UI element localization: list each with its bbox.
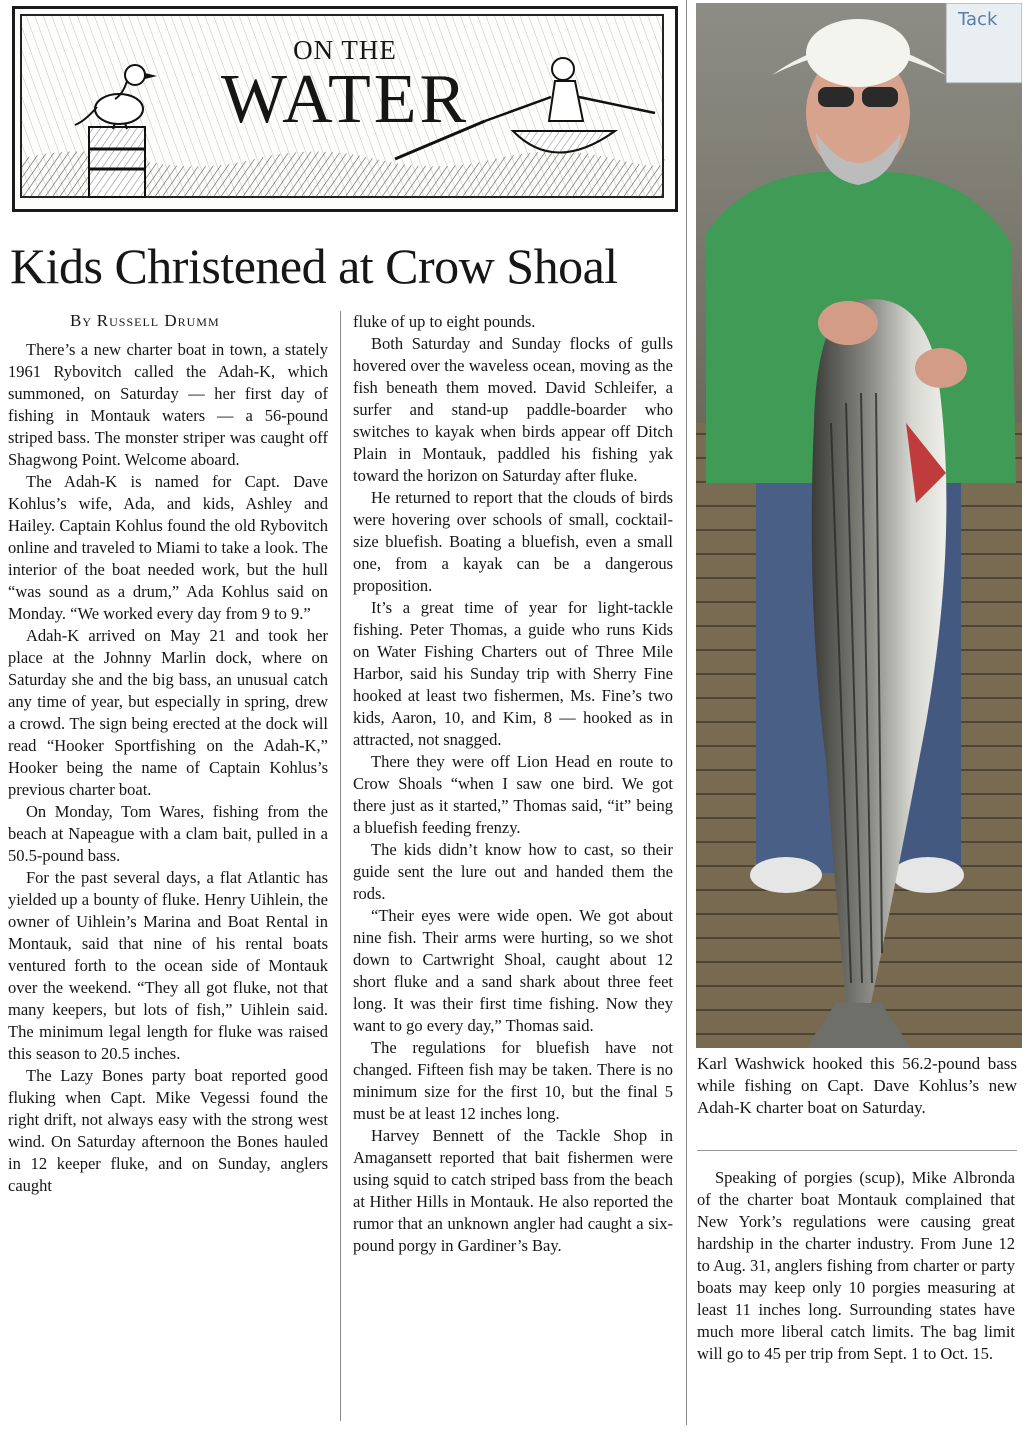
paragraph: Both Saturday and Sunday flocks of gulls hovered over the waveless ocean, moving as the fish beneath them moved. David Schleifer, a surfer and stand-up paddle-boarder who switches to kayak when birds appear off Ditch Plain in Montauk, paddled his fishing yak toward the horizon on Saturday after fluke.: [353, 334, 673, 485]
paragraph: There’s a new charter boat in town, a stately 1961 Rybovitch called the Adah-K, which summoned, on Saturday — her first day of fishing in Montauk waters — a 56-pound striped bass. The monster striper was caught off Shagwong Point. Welcome aboard.: [8, 340, 328, 469]
paragraph: Harvey Bennett of the Tackle Shop in Amagansett reported that bait fishermen were using squid to catch striped bass from the beach at Hither Hills in Montauk. He also reported the rumor that an unknown angler had caught a six-pound porgy in Gardiner’s Bay.: [353, 1126, 673, 1255]
paragraph: There they were off Lion Head en route to Crow Shoals “when I saw one bird. We got there just as it started,” Thomas said, “it” being a bluefish feeding frenzy.: [353, 752, 673, 837]
column-rule: [686, 0, 687, 1425]
paragraph: For the past several days, a flat Atlantic has yielded up a bounty of fluke. Henry Uihlein, the owner of Uihlein’s Marina and Boat Rental in Montauk, said that nine of his rental boats ventured forth to the ocean side of Montauk over the weekend. “They all got fluke, not that many keepers, but lots of fish,” Uihlein said. The minimum legal length for fluke was raised this season to 20.5 inches.: [8, 868, 328, 1063]
banner-water: WATER: [220, 61, 470, 138]
paragraph: Speaking of porgies (scup), Mike Albronda of the charter boat Montauk complained that New York’s regulations were causing great hardship in the charter industry. From June 12 to Aug. 31, anglers fishing from charter or party boats may keep only 10 porgies measuring at least 11 inches long. Surrounding states have much more liberal catch limits. The bag limit will go to 45 per trip from Sept. 1 to Oct. 15.: [697, 1168, 1015, 1363]
paragraph: The Adah-K is named for Capt. Dave Kohlus’s wife, Ada, and kids, Ashley and Hailey. Captain Kohlus found the old Rybovitch online and traveled to Miami to take a look. The interior of the boat needed work, but the hull “was sound as a drum,” Ada Kohlus said on Monday. “We worked every day from 9 to 9.”: [8, 472, 328, 623]
fish-photo: [696, 3, 1022, 1048]
byline-prefix: By: [70, 311, 93, 330]
angler-with-striped-bass-photo: [696, 3, 1022, 1048]
sign-text: Tack: [958, 9, 998, 30]
paragraph: He returned to report that the clouds of birds were hovering over schools of small, cocktail-size bluefish. Boating a bluefish, even a small one, from a kayak can be a dangerous proposition.: [353, 488, 673, 595]
byline-author: Russell Drumm: [96, 311, 220, 330]
paragraph: It’s a great time of year for light-tackle fishing. Peter Thomas, a guide who runs Kids on Water Fishing Charters out of Three Mile Harbor, said his Sunday trip with Sherry Fine hooked at least two fishermen, Ms. Fine’s two kids, Aaron, 10, and Kim, 8 — hooked as in attracted, not snagged.: [353, 598, 673, 749]
paragraph: On Monday, Tom Wares, fishing from the beach at Napeague with a clam bait, pulled in a 50.5-pound bass.: [8, 802, 328, 865]
paragraph: The Lazy Bones party boat reported good fluking when Capt. Mike Vegessi found the right drift, not always easy with the strong west wind. On Saturday afternoon the Bones hauled in 12 keeper fluke, and on Sunday, anglers caught: [8, 1066, 328, 1195]
paragraph: Adah-K arrived on May 21 and took her place at the Johnny Marlin dock, where on Saturday she and the big bass, an unusual catch any time of year, but especially in spring, drew a crowd. The sign being erected at the dock will read “Hooker Sportfishing on the Adah-K,” Hooker being the name of Captain Kohlus’s previous charter boat.: [8, 626, 328, 799]
paragraph: The regulations for bluefish have not changed. Fifteen fish may be taken. There is no minimum size for the first 10, but the final 5 must be at least 12 inches long.: [353, 1038, 673, 1123]
byline: [70, 311, 220, 331]
paragraph: The kids didn’t know how to cast, so their guide sent the lure out and handed them the rods.: [353, 840, 673, 903]
column-rule: [340, 311, 341, 1421]
headline: Kids Christened at Crow Shoal: [10, 238, 618, 294]
article-column-2: [353, 311, 673, 1257]
caption-divider: [697, 1150, 1017, 1151]
article-column-3: [697, 1167, 1015, 1365]
photo-caption: Karl Washwick hooked this 56.2-pound bass while fishing on Capt. Dave Kohlus’s new Adah-K charter boat on Saturday.: [697, 1054, 1017, 1117]
banner-on-the: ON THE: [293, 35, 397, 65]
article-column-1: [8, 339, 328, 1197]
on-the-water-banner: [12, 6, 678, 212]
paragraph-continued: fluke of up to eight pounds.: [353, 312, 536, 331]
paragraph: “Their eyes were wide open. We got about nine fish. Their arms were hurting, so we shot down to Cartwright Shoal, caught about 12 short fluke and a sand shark about three feet long. It was their first time fishing. Now they want to go every day,” Thomas said.: [353, 906, 673, 1035]
